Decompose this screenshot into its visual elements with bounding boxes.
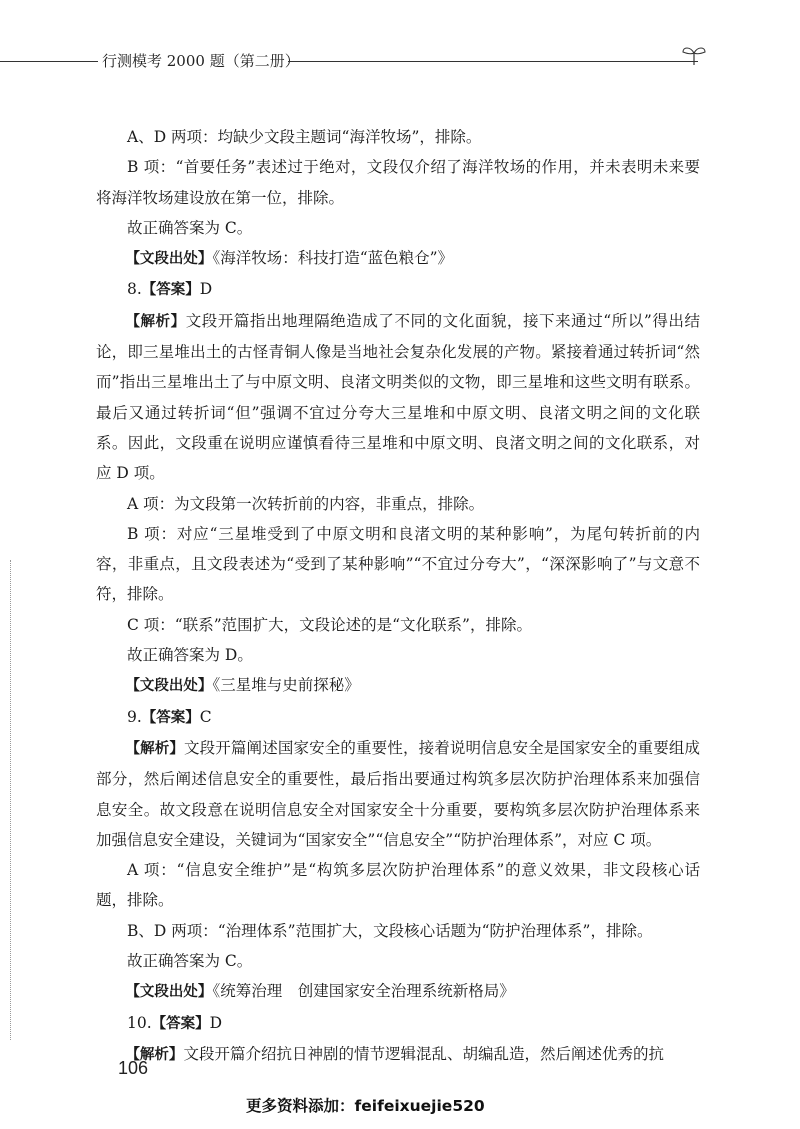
paragraph: A 项：为文段第一次转折前的内容，非重点，排除。 [127, 494, 485, 513]
paragraph: C 项：“联系”范围扩大，文段论述的是“文化联系”，排除。 [127, 615, 532, 634]
footer-note: 更多资料添加：feifeixuejie520 [246, 1097, 485, 1115]
header-rule-left [0, 61, 98, 62]
page-number: 106 [118, 1058, 149, 1078]
answer-line [96, 274, 700, 305]
answer-line [96, 1008, 700, 1039]
answer-value: D [199, 280, 213, 299]
source-label: 【文段出处】 [125, 251, 213, 268]
analysis-label: 【解析】 [125, 1046, 184, 1063]
running-header [0, 44, 800, 74]
source-line: 【文段出处】《统筹治理 创建国家安全治理系统新格局》 [125, 982, 515, 1001]
question-number: 9. [127, 707, 142, 726]
answer-value: D [209, 1013, 223, 1032]
paragraph: 故正确答案为 C。 [127, 952, 253, 971]
analysis-paragraph: 【解析】文段开篇指出地理隔绝造成了不同的文化面貌，接下来通过“所以”得出结论，即三星堆出土的古怪青铜人像是当地社会复杂化发展的产物。紧接着通过转折词“然而”指出三星堆出土了与中原文明、良渚文明类似的文物，即三星堆和这些文明有联系。最后又通过转折词“但”强调不宜过分夸大三星堆和中原文明、良渚文明之间的文化联系。因此，文段重在说明应谨慎看待三星堆和中原文明、良渚文明之间的文化联系，对应 D 项。 [96, 311, 700, 483]
source-label: 【文段出处】 [125, 678, 213, 695]
answer-label: 【答案】 [141, 709, 200, 726]
paragraph: 故正确答案为 D。 [127, 646, 253, 665]
page-body [96, 122, 700, 1070]
analysis-paragraph: 【解析】文段开篇介绍抗日神剧的情节逻辑混乱、胡编乱造，然后阐述优秀的抗 [125, 1044, 664, 1063]
source-line: 【文段出处】《三星堆与史前探秘》 [125, 676, 360, 695]
header-title: 行测模考 2000 题（第二册） [102, 52, 300, 70]
answer-value: C [199, 707, 212, 726]
paragraph: B 项：对应“三星堆受到了中原文明和良渚文明的某种影响”，为尾句转折前的内容，非重点，且文段表述为“受到了某种影响”“不宜过分夸大”，“深深影响了”与文意不符，排除。 [96, 524, 700, 604]
answer-label: 【答案】 [141, 282, 200, 299]
analysis-label: 【解析】 [125, 740, 184, 757]
header-rule-right [288, 61, 698, 62]
analysis-label: 【解析】 [125, 313, 186, 330]
source-label: 【文段出处】 [125, 984, 213, 1001]
question-number: 8. [127, 280, 142, 299]
question-number: 10. [127, 1013, 152, 1032]
paragraph: A 项：“信息安全维护”是“构筑多层次防护治理体系”的意义效果，非文段核心话题，排除。 [96, 861, 700, 910]
answer-label: 【答案】 [151, 1015, 210, 1032]
source-line: 【文段出处】《海洋牧场：科技打造“蓝色粮仓”》 [125, 249, 454, 268]
binding-margin-line [10, 560, 11, 1040]
paragraph: B 项：“首要任务”表述过于绝对，文段仅介绍了海洋牧场的作用，并未表明未来要将海洋牧场建设放在第一位，排除。 [96, 158, 700, 207]
sprout-icon [680, 44, 708, 66]
answer-line [96, 702, 700, 733]
paragraph: 故正确答案为 C。 [127, 218, 253, 237]
analysis-paragraph: 【解析】文段开篇阐述国家安全的重要性，接着说明信息安全是国家安全的重要组成部分，然后阐述信息安全的重要性，最后指出要通过构筑多层次防护治理体系来加强信息安全。故文段意在说明信息安全对国家安全十分重要，要构筑多层次防护治理体系来加强信息安全建设，关键词为“国家安全”“信息安全”“防护治理体系”，对应 C 项。 [96, 738, 700, 849]
paragraph: B、D 两项：“治理体系”范围扩大，文段核心话题为“防护治理体系”，排除。 [127, 921, 653, 940]
paragraph: A、D 两项：均缺少文段主题词“海洋牧场”，排除。 [127, 128, 482, 146]
